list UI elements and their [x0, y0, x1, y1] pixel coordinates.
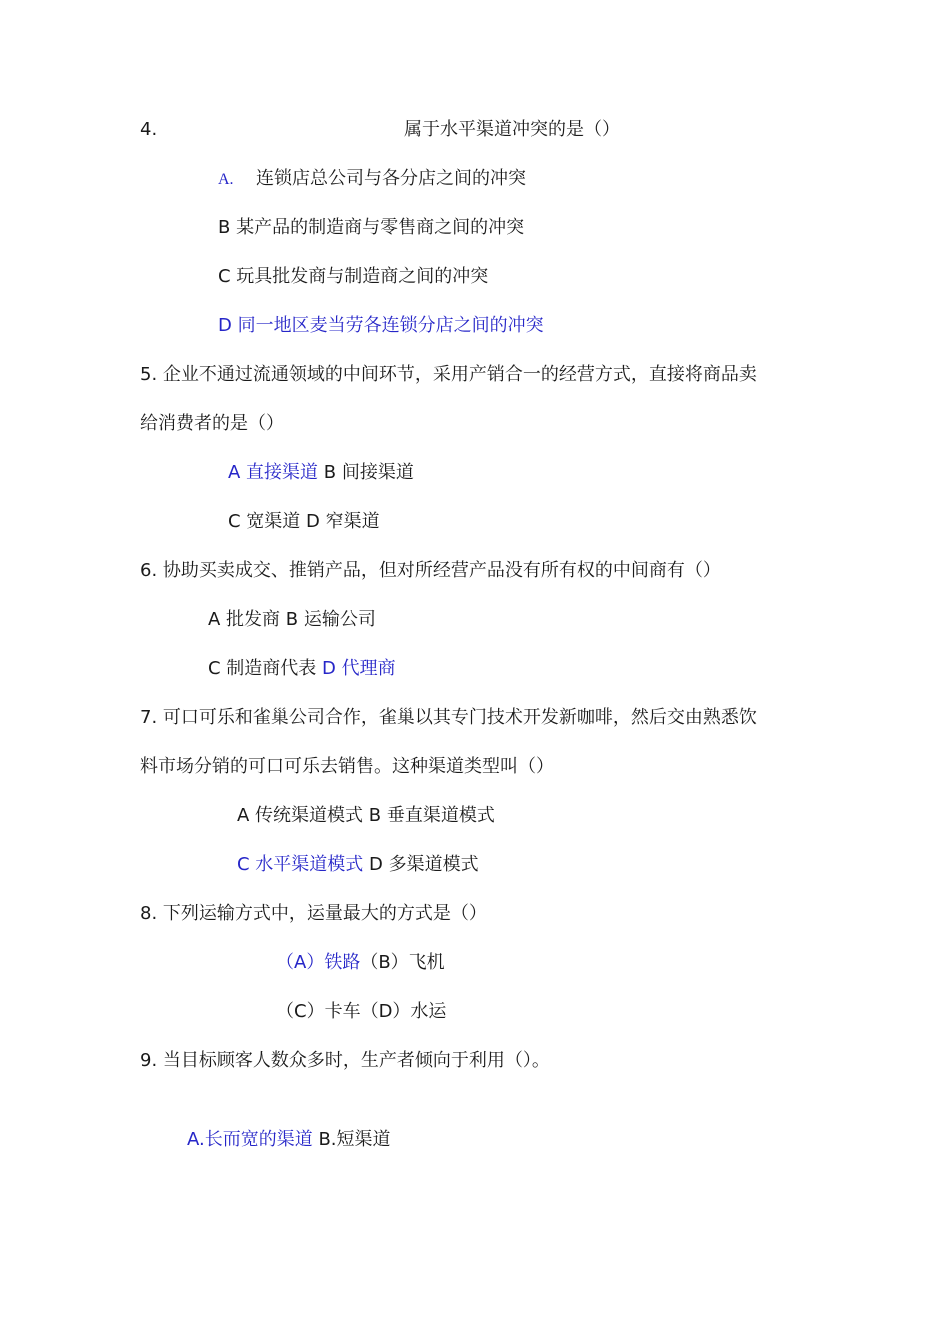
question-4-option-d-answer: D 同一地区麦当劳各连锁分店之间的冲突: [218, 315, 544, 336]
question-5-option-b: B 间接渠道: [318, 462, 414, 483]
question-6-option-c: C 制造商代表: [208, 658, 317, 679]
option-a-text: 连锁店总公司与各分店之间的冲突: [256, 168, 526, 189]
option-a-letter: A.: [218, 171, 234, 188]
question-9-options-ab: [187, 1128, 391, 1152]
question-4-stem: 属于水平渠道冲突的是（）: [404, 119, 620, 140]
question-9-option-b: B.短渠道: [312, 1129, 391, 1150]
question-7-stem-line-1: 7. 可口可乐和雀巢公司合作，雀巢以其专门技术开发新咖啡，然后交由熟悉饮: [140, 707, 757, 728]
question-6-options-ab: A 批发商 B 运输公司: [208, 609, 376, 630]
question-7-options-cd: [237, 853, 479, 877]
question-6-stem: 6. 协助买卖成交、推销产品，但对所经营产品没有所有权的中间商有（）: [140, 560, 721, 581]
question-8-option-b: （B）飞机: [360, 952, 445, 973]
question-4-option-c: C 玩具批发商与制造商之间的冲突: [218, 266, 489, 287]
question-6-option-d-answer: D 代理商: [316, 658, 396, 679]
question-9-option-a-answer: A.长而宽的渠道: [187, 1129, 313, 1150]
question-8-stem: 8. 下列运输方式中，运量最大的方式是（）: [140, 903, 487, 924]
question-5-stem-line-1: 5. 企业不通过流通领域的中间环节，采用产销合一的经营方式，直接将商品卖: [140, 364, 757, 385]
question-7-option-d: D 多渠道模式: [363, 854, 479, 875]
question-8-option-a-answer: （A）铁路: [276, 952, 361, 973]
question-4-option-a: [218, 167, 526, 191]
question-9-stem: 9. 当目标顾客人数众多时，生产者倾向于利用（）。: [140, 1050, 550, 1071]
question-5-options-cd: C 宽渠道 D 窄渠道: [228, 511, 380, 532]
question-7-option-c-answer: C 水平渠道模式: [237, 854, 364, 875]
question-4-option-b: B 某产品的制造商与零售商之间的冲突: [218, 217, 525, 238]
question-5-options-ab: [228, 461, 414, 485]
question-6-options-cd: [208, 657, 396, 681]
question-7-stem-line-2: 料市场分销的可口可乐去销售。这种渠道类型叫（）: [140, 756, 554, 777]
question-5-stem-line-2: 给消费者的是（）: [140, 413, 284, 434]
question-4-number: 4.: [140, 119, 158, 140]
question-5-option-a-answer: A 直接渠道: [228, 462, 319, 483]
question-7-options-ab: A 传统渠道模式 B 垂直渠道模式: [237, 805, 495, 826]
question-8-options-ab: [276, 951, 445, 975]
question-8-options-cd: （C）卡车（D）水运: [276, 1001, 447, 1022]
